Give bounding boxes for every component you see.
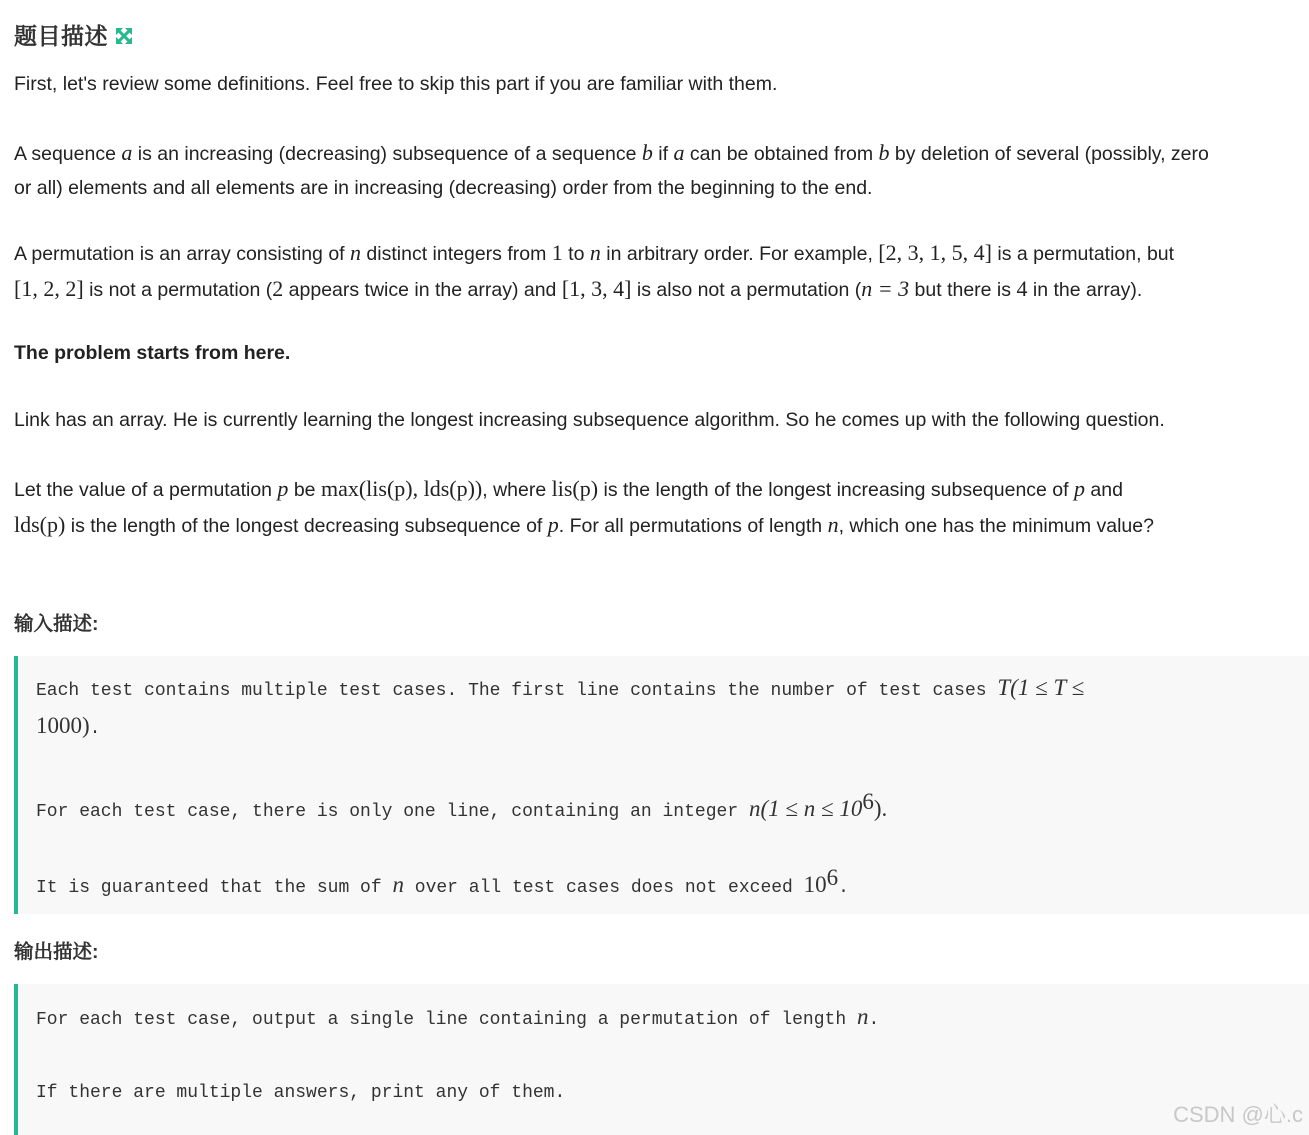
expand-arrows-icon[interactable]	[114, 25, 134, 45]
output-line-1: For each test case, output a single line containing a permutation of length n.	[36, 1004, 880, 1030]
problem-start-note: The problem starts from here.	[14, 342, 291, 364]
input-description-box	[14, 656, 1309, 914]
title-text: 题目描述	[14, 23, 108, 49]
value-definition: Let the value of a permutation p be max(lis(p), lds(p)), where lis(p) is the length of the longest increasing subsequence of p and lds(p) is the length of the longest decreasing subsequence of p. For all permutations of length n, which one has the minimum value?	[14, 476, 1154, 537]
definition-subsequence: A sequence a is an increasing (decreasing) subsequence of a sequence b if a can be obtained from b by deletion of several (possibly, zero or all) elements and all elements are in increasing (decreasing) order from the beginning to the end.	[14, 140, 1209, 199]
csdn-watermark: CSDN @心.c	[1173, 1102, 1303, 1127]
definition-permutation: A permutation is an array consisting of n distinct integers from 1 to n in arbitrary order. For example, [2, 3, 1, 5, 4] is a permutation, but [1, 2, 2] is not a permutation (2 appears twice in the array) and [1, 3, 4] is also not a permutation (n = 3 but there is 4 in the array).	[14, 240, 1175, 301]
output-line-2: If there are multiple answers, print any of them.	[36, 1083, 566, 1103]
story-paragraph: Link has an array. He is currently learning the longest increasing subsequence algorithm. So he comes up with the following question.	[14, 409, 1165, 431]
problem-title	[14, 18, 134, 51]
input-line-4: It is guaranteed that the sum of n over all test cases does not exceed $10^6$.	[36, 865, 849, 898]
input-line-1: Each test contains multiple test cases. The first line contains the number of test cases T(1 ≤ T ≤	[36, 675, 1085, 701]
input-line-2: 1000).	[36, 713, 101, 739]
output-description-heading: 输出描述:	[14, 941, 99, 963]
input-description-heading: 输入描述:	[14, 613, 99, 635]
output-description-box	[14, 984, 1309, 1135]
intro-paragraph-1: First, let's review some definitions. Feel free to skip this part if you are familiar with them.	[14, 73, 778, 95]
input-line-3: For each test case, there is only one line, containing an integer $n(1 \le n \le 10^6)$.	[36, 789, 888, 822]
